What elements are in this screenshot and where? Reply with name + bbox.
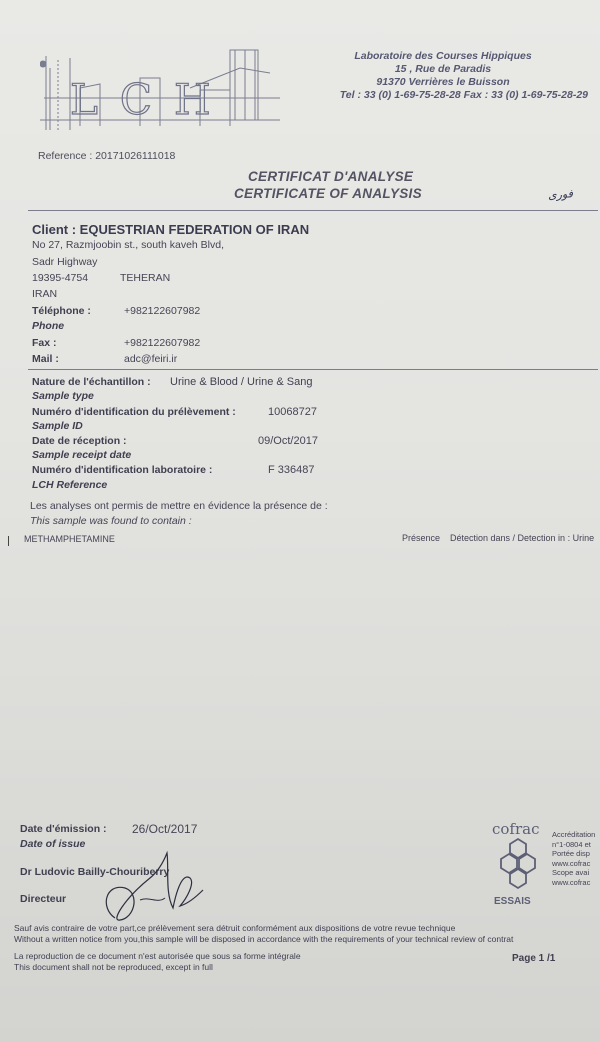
title-en: CERTIFICATE OF ANALYSIS xyxy=(234,186,422,201)
sample-id-label: Numéro d'identification du prélèvement : xyxy=(32,406,236,418)
accreditation-line: www.cofrac xyxy=(552,858,591,868)
accreditation-line: Scope avai xyxy=(552,868,590,877)
sample-id-value: 10068727 xyxy=(268,406,317,418)
issue-date-en: Date of issue xyxy=(20,838,86,850)
signature xyxy=(95,848,205,928)
accreditation-line: Accréditation xyxy=(552,830,596,839)
lab-id-value: F 336487 xyxy=(268,464,315,476)
issue-date-value: 26/Oct/2017 xyxy=(132,822,198,836)
detection-label: Détection dans / Detection in : Urine xyxy=(450,533,595,543)
sample-id-en: Sample ID xyxy=(32,420,83,432)
client-address-2: Sadr Highway xyxy=(32,256,98,268)
mail-label: Mail : xyxy=(32,353,59,365)
title-fr: CERTIFICAT D'ANALYSE xyxy=(248,169,414,184)
lab-phones: Tel : 33 (0) 1-69-75-28-28 Fax : 33 (0) 1-69-75-28-29 xyxy=(339,89,588,101)
handwritten-note: فوری xyxy=(547,187,574,202)
findings-en: This sample was found to contain : xyxy=(30,515,192,527)
client-name: Client : EQUESTRIAN FEDERATION OF IRAN xyxy=(32,222,310,237)
receipt-date-label: Date de réception : xyxy=(32,435,127,447)
lab-street: 15 , Rue de Paradis xyxy=(394,63,492,75)
lch-logo xyxy=(40,38,280,130)
logo-text: LCH xyxy=(70,75,233,124)
cofrac-essais: ESSAIS xyxy=(494,896,531,907)
footer-line-3: La reproduction de ce document n'est autorisée que sous sa forme intégrale xyxy=(14,951,301,961)
lab-id-label: Numéro d'identification laboratoire : xyxy=(32,464,213,476)
cofrac-logo xyxy=(490,822,548,912)
substance-name: METHAMPHETAMINE xyxy=(24,534,115,544)
page-number: Page 1 /1 xyxy=(512,953,556,964)
signatory-name: Dr Ludovic Bailly-Chouriberry xyxy=(20,866,170,878)
receipt-date-value: 09/Oct/2017 xyxy=(258,435,318,447)
client-city: TEHERAN xyxy=(120,272,171,284)
client-country: IRAN xyxy=(32,288,58,300)
findings-fr: Les analyses ont permis de mettre en évidence la présence de : xyxy=(30,500,328,512)
sample-type-label: Nature de l'échantillon : xyxy=(32,376,151,388)
lab-name: Laboratoire des Courses Hippiques xyxy=(354,50,532,62)
footer-line-4: This document shall not be reproduced, except in full xyxy=(14,962,213,972)
footer-line-2: Without a written notice from you,this sample will be disposed in accordance with the requirements of your technical review of contrat xyxy=(14,934,514,944)
divider-top xyxy=(28,210,598,211)
client-postcode: 19395-4754 xyxy=(32,272,89,284)
receipt-date-en: Sample receipt date xyxy=(32,449,132,461)
mail-value: adc@feiri.ir xyxy=(124,353,178,365)
client-address-1: No 27, Razmjoobin st., south kaveh Blvd, xyxy=(32,239,225,251)
accreditation-line: Portée disp xyxy=(552,849,590,858)
presence-label: Présence xyxy=(402,533,441,543)
accreditation-info xyxy=(552,830,595,887)
accreditation-line: n°1-0804 et xyxy=(552,839,591,849)
fax-value: +982122607982 xyxy=(124,337,201,349)
lab-address-block xyxy=(298,50,588,102)
telephone-value: +982122607982 xyxy=(124,305,201,317)
telephone-label: Téléphone : xyxy=(32,305,91,317)
issue-date-label: Date d'émission : xyxy=(20,823,107,835)
signatory-role: Directeur xyxy=(20,893,67,905)
cofrac-brand: cofrac xyxy=(492,822,540,838)
sample-type-value: Urine & Blood / Urine & Sang xyxy=(170,376,313,388)
telephone-label-en: Phone xyxy=(32,320,65,332)
lab-city: 91370 Verrières le Buisson xyxy=(376,76,510,88)
margin-mark xyxy=(8,536,9,546)
accreditation-line: www.cofrac xyxy=(552,877,591,887)
reference-number: Reference : 20171026111018 xyxy=(38,150,176,162)
sample-type-en: Sample type xyxy=(32,390,94,402)
fax-label: Fax : xyxy=(32,337,57,349)
lab-id-en: LCH Reference xyxy=(32,479,108,491)
divider-mid xyxy=(28,369,598,370)
footer-line-1: Sauf avis contraire de votre part,ce prélèvement sera détruit conformément aux dispositions de votre revue technique xyxy=(14,923,456,933)
